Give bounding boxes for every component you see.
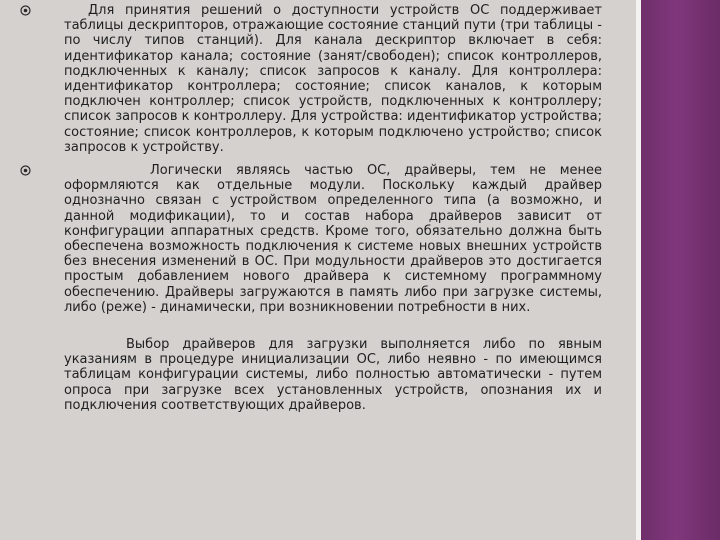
- decorative-sidebar: [641, 0, 720, 540]
- bullet-paragraph-1: [20, 3, 602, 155]
- circle-bullet-icon: [20, 165, 31, 176]
- paragraph-text: Выбор драйверов для загрузки выполняется либо по явным указаниям в процедуре инициализации ОС, либо неявно - по имеющимся таблицам конфигурации системы, либо полностью автоматически - путем опроса при загрузке всех установленных устройств, опознания их и подключения соответствующих драйверов.: [64, 337, 602, 413]
- circle-bullet-icon: [20, 5, 31, 16]
- bullet-paragraph-2: [20, 163, 602, 315]
- paragraph-text: Для принятия решений о доступности устройств ОС поддерживает таблицы дескрипторов, отражающие состояние станций пути (три таблицы - по числу типов станций). Для канала дескриптор включает в себя: идентификатор канала; состояние (занят/свободен); список контроллеров, подключенных к каналу; список запросов к каналу. Для контроллера: идентификатор контроллера; состояние; список каналов, к которым подключен контроллер; список устройств, подключенных к контроллеру; список запросов к контроллеру. Для устройства: идентификатор устройства; состояние; список контроллеров, к которым подключено устройство; список запросов к устройству.: [64, 3, 602, 155]
- paragraph-text: Логически являясь частью ОС, драйверы, тем не менее оформляются как отдельные модули. Поскольку каждый драйвер однозначно связан с устройством определенного типа (а возможно, и данной модификации), то и состав набора драйверов зависит от конфигурации аппаратных средств. Кроме того, обязательно должна быть обеспечена возможность подключения к системе новых внешних устройств без внесения изменений в ОС. При модульности драйверов это достигается простым добавлением нового драйвера к системному программному обеспечению. Драйверы загружаются в память либо при загрузке системы, либо (реже) - динамически, при возникновении потребности в них.: [64, 163, 602, 315]
- slide-content: [20, 0, 602, 413]
- paragraph-3: [20, 337, 602, 413]
